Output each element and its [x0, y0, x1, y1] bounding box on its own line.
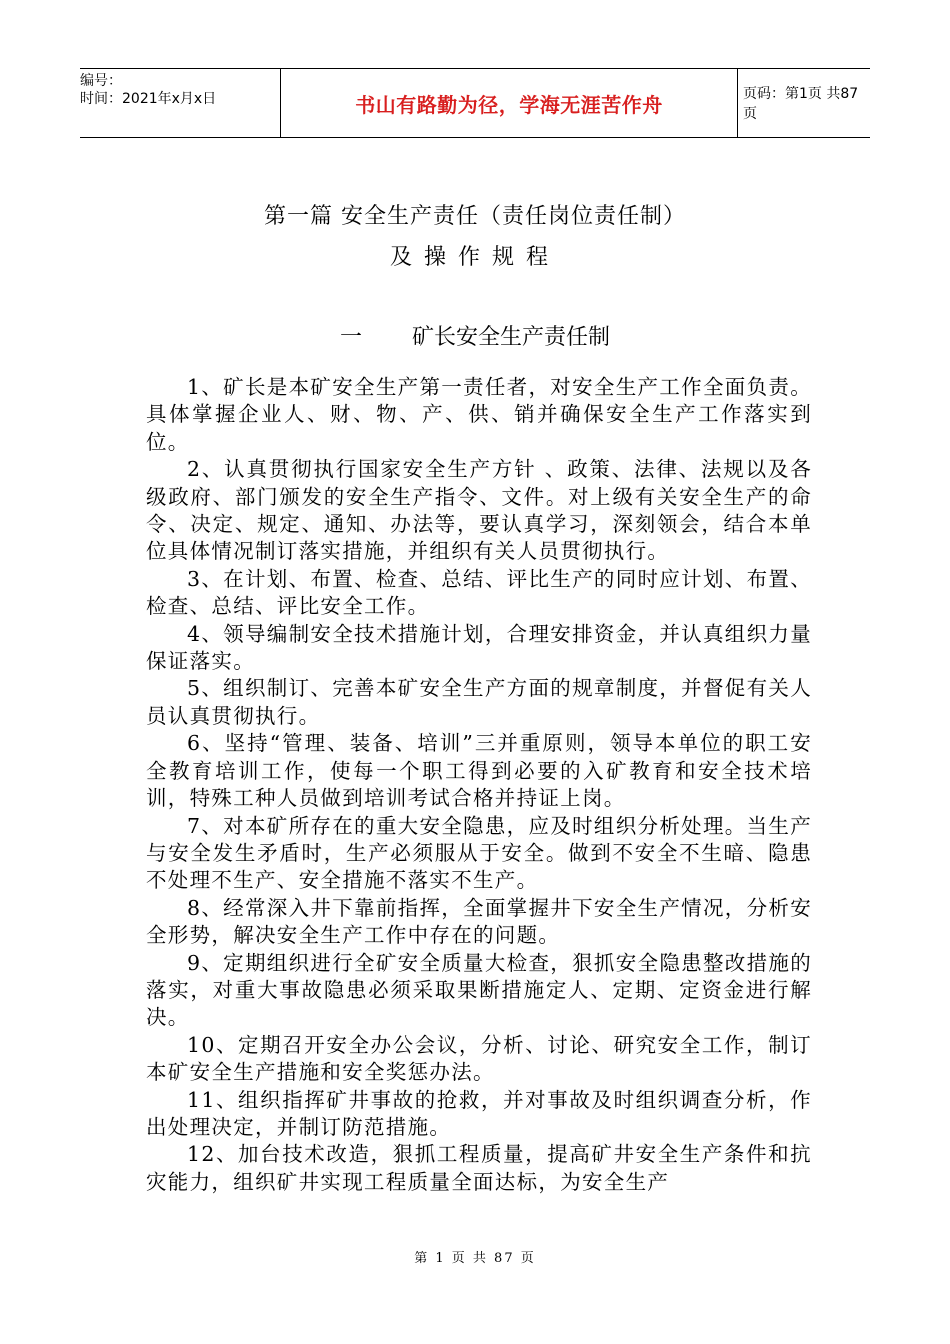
section-number: 一 — [340, 325, 363, 350]
document-number-label: 编号： — [80, 73, 122, 89]
header-page-info: 页码：第1页 共87页 — [743, 86, 859, 122]
document-subtitle: 及操作规程 — [389, 245, 560, 270]
section-title: 矿长安全生产责任制 — [412, 325, 611, 350]
paragraph: 11、组织指挥矿井事故的抢救，并对事故及时组织调查分析，作出处理决定，并制订防范措施。 — [146, 1087, 812, 1139]
page-header — [80, 68, 870, 138]
paragraph: 7、对本矿所存在的重大安全隐患，应及时组织分析处理。当生产与安全发生矛盾时，生产必须服从于安全。做到不安全不生暗、隐患 不处理不生产、安全措施不落实不生产。 — [146, 813, 812, 893]
paragraph: 9、定期组织进行全矿安全质量大检查，狠抓安全隐患整改措施的落实，对重大事故隐患必须采取果断措施定人、定期、定资金进行解决。 — [146, 950, 812, 1030]
document-body — [146, 374, 812, 1196]
paragraph: 5、组织制订、完善本矿安全生产方面的规章制度，并督促有关人员认真贯彻执行。 — [146, 676, 812, 728]
header-info — [80, 69, 280, 137]
document-title: 第一篇 安全生产责任（责任岗位责任制） — [264, 204, 686, 229]
paragraph: 3、在计划、布置、检查、总结、评比生产的同时应计划、布置、检查、总结、评比安全工作。 — [146, 566, 812, 619]
header-motto-cell — [280, 69, 738, 137]
paragraph: 2、认真贯彻执行国家安全生产方针 、政策、法律、法规以及各级政府、部门颁发的安全生产指令、文件。对上级有关安全生产的命令、决定、规定、通知、办法等，要认真学习，深刻领会，结合本单位具体情况制订落实措施，并组织有关人员贯彻执行。 — [146, 457, 812, 564]
page-footer: 第 1 页 共 87 页 — [414, 1251, 536, 1266]
document-date: 时间：2021年x月x日 — [80, 91, 217, 107]
section-heading — [340, 320, 610, 351]
paragraph: 1、矿长是本矿安全生产第一责任者，对安全生产工作全面负责。具体掌握企业人、财、物、产、供、销并确保安全生产工作落实到位。 — [146, 375, 812, 454]
paragraph: 12、加台技术改造，狠抓工程质量，提高矿井安全生产条件和抗灾能力，组织矿井实现工程质量全面达标，为安全生产 — [146, 1142, 812, 1194]
paragraph: 8、经常深入井下靠前指挥，全面掌握井下安全生产情况，分析安全形势，解决安全生产工作中存在的问题。 — [146, 895, 812, 948]
paragraph: 10、定期召开安全办公会议，分析、讨论、研究安全工作，制订本矿安全生产措施和安全奖惩办法。 — [146, 1032, 812, 1085]
paragraph: 6、坚持“管理、装备、培训”三并重原则，领导本单位的职工安全教育培训工作，使每一个职工得到必要的入矿教育和安全技术培训，特殊工种人员做到培训考试合格并持证上岗。 — [146, 731, 812, 811]
paragraph: 4、领导编制安全技术措施计划，合理安排资金，并认真组织力量保证落实。 — [146, 621, 812, 674]
header-motto: 书山有路勤为径，学海无涯苦作舟 — [355, 92, 663, 117]
